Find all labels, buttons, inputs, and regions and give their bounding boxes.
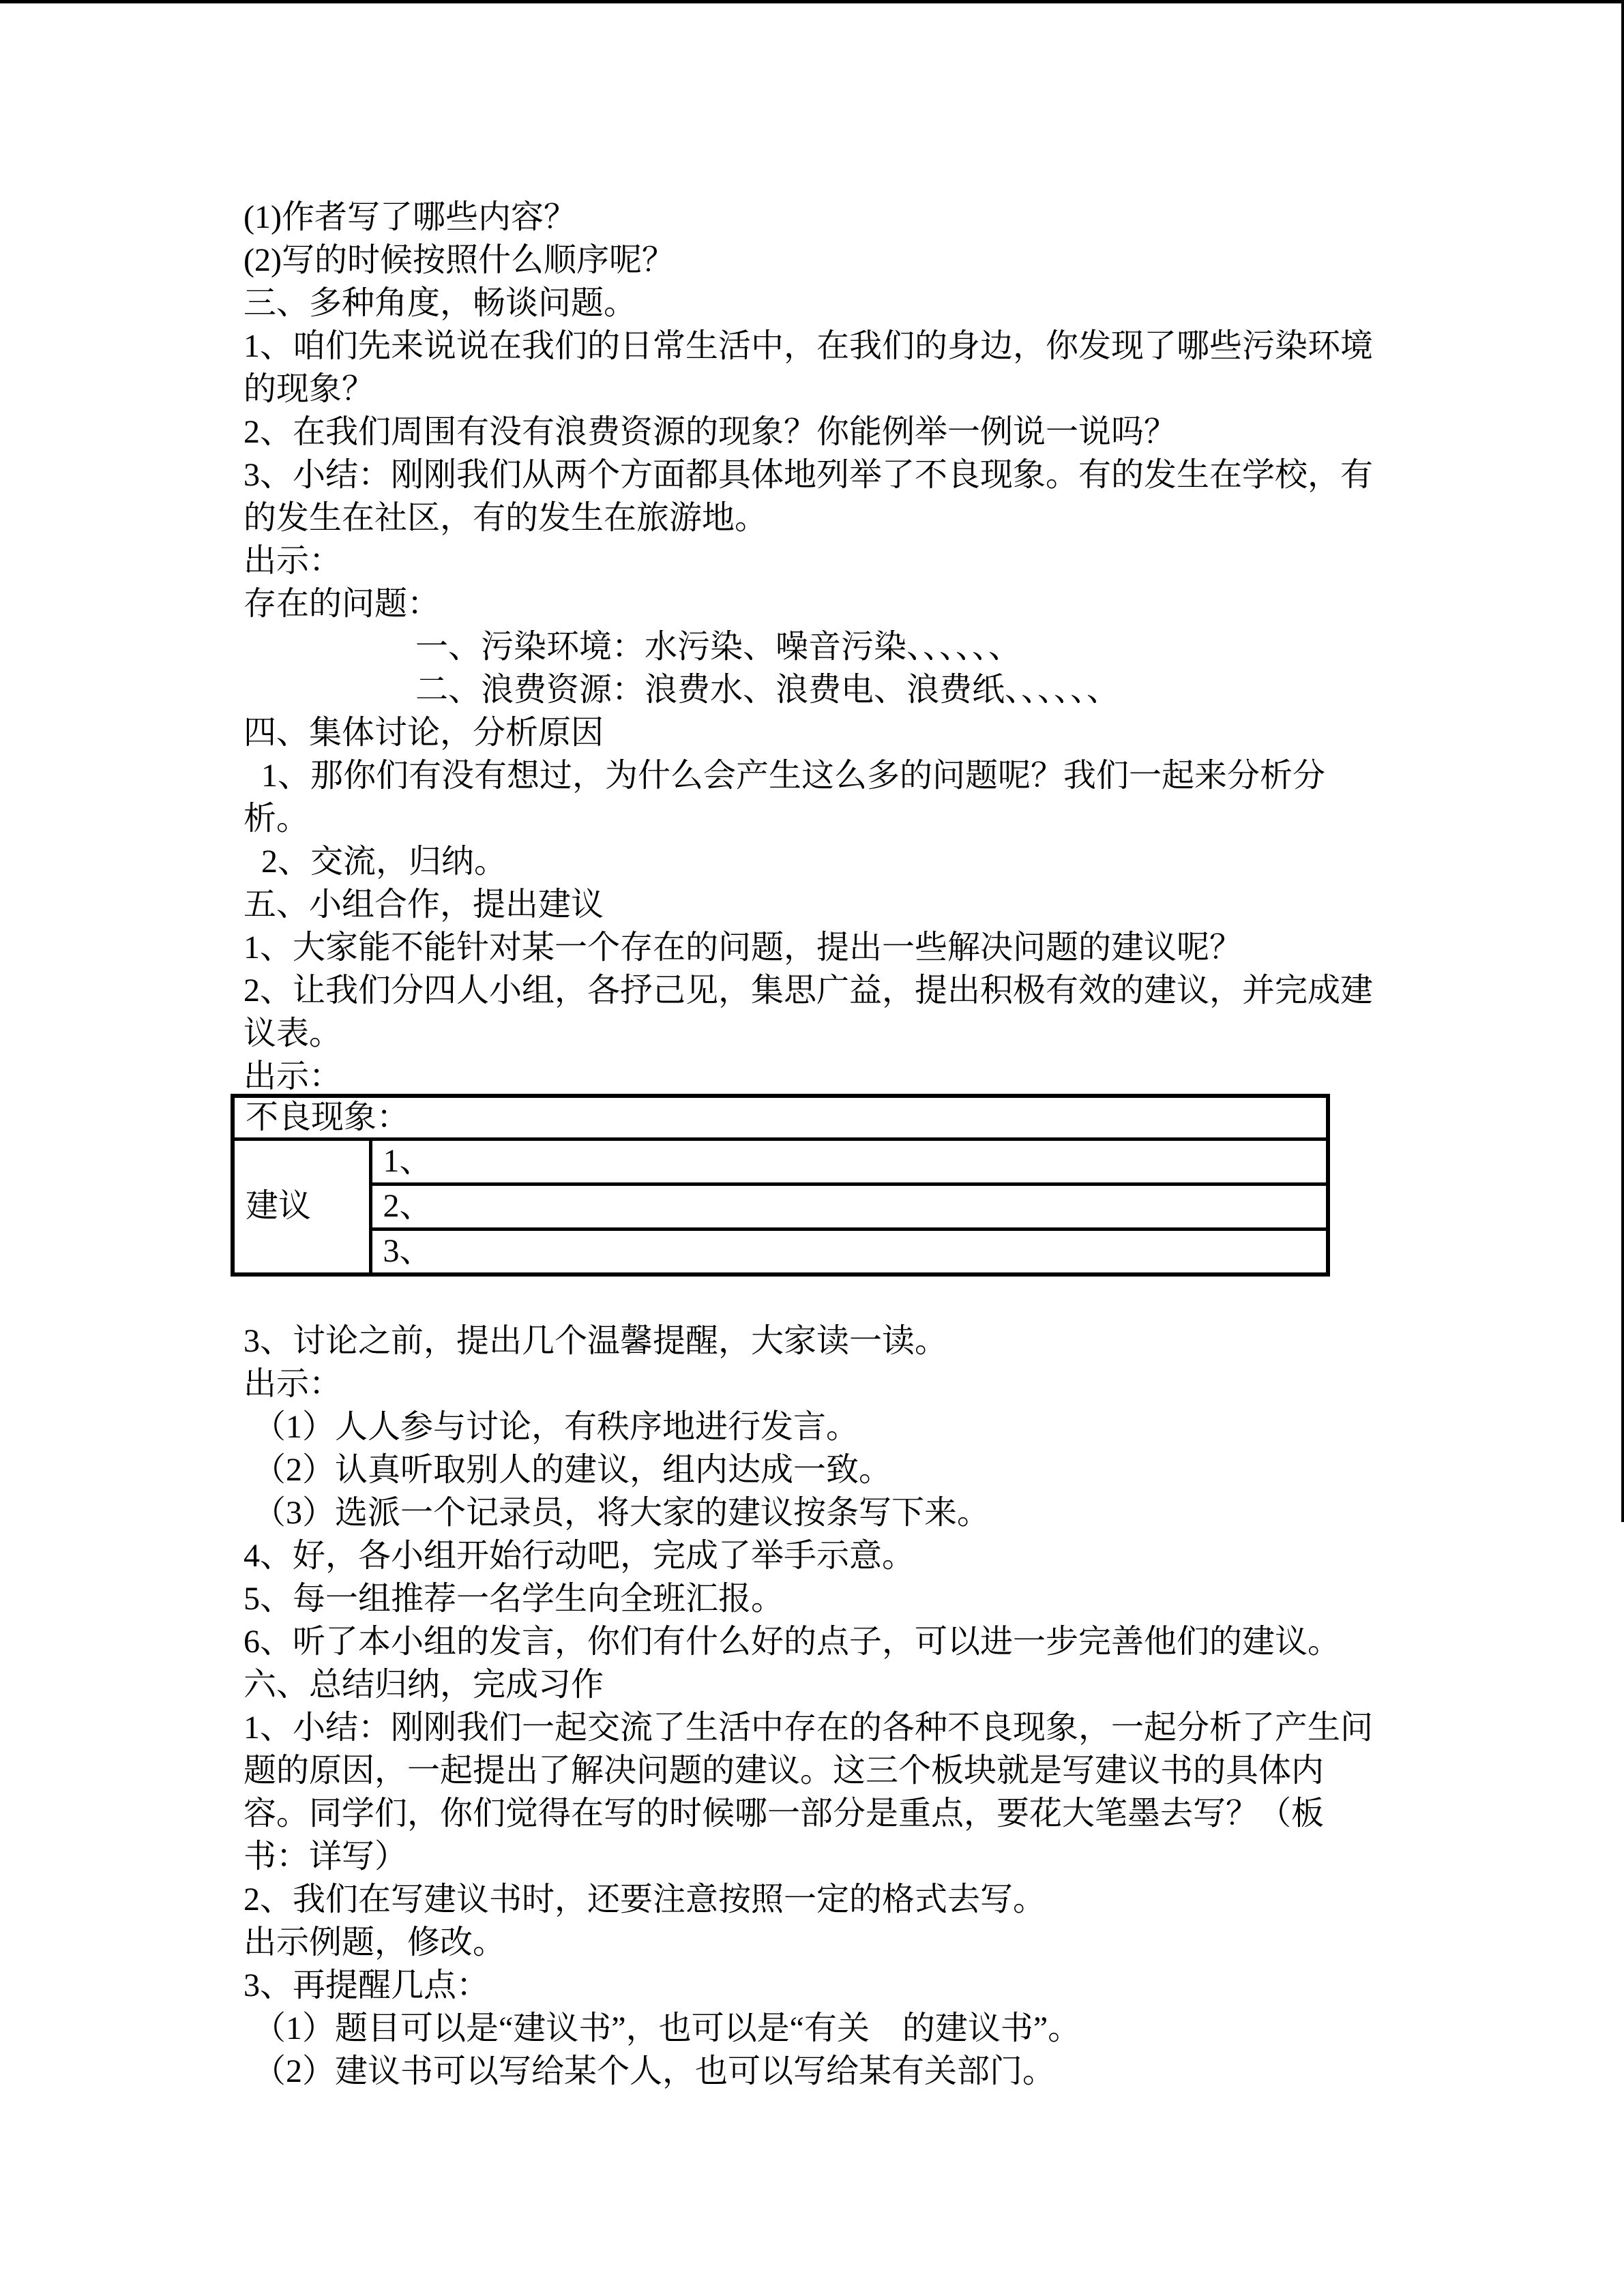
text-line: 书：详写）: [243, 1838, 408, 1875]
table-header-cell: 不良现象：: [233, 1096, 1328, 1139]
text-line: 2、交流，归纳。: [261, 844, 507, 880]
text-line: 六、总结归纳，完成习作: [243, 1667, 604, 1703]
text-line: 析。: [243, 801, 310, 837]
text-line: 1、小结：刚刚我们一起交流了生活中存在的各种不良现象，一起分析了产生问: [243, 1710, 1374, 1746]
text-line: (2)写的时候按照什么顺序呢？: [243, 242, 675, 278]
table-row: [233, 1184, 1328, 1229]
text-line: 3、小结：刚刚我们从两个方面都具体地列举了不良现象。有的发生在学校，有: [243, 457, 1374, 493]
suggestion-table: [231, 1094, 1330, 1277]
text-line: 容。同学们，你们觉得在写的时候哪一部分是重点，要花大笔墨去写？（板: [243, 1795, 1325, 1832]
scan-edge-right: [1621, 0, 1624, 1522]
text-line: （2）认真听取别人的建议，组内达成一致。: [253, 1452, 892, 1488]
text-line: 出示：: [243, 1058, 342, 1094]
text-line: 三、多种角度，畅谈问题。: [243, 285, 637, 321]
text-line: 四、集体讨论，分析原因: [243, 715, 604, 751]
text-line: （1）人人参与讨论，有秩序地进行发言。: [253, 1409, 859, 1445]
text-line: 5、每一组推荐一名学生向全班汇报。: [243, 1581, 784, 1617]
table-item-cell: 3、: [370, 1229, 1328, 1275]
table-item-cell: 2、: [370, 1184, 1328, 1229]
text-line: 题的原因，一起提出了解决问题的建议。这三个板块就是写建议书的具体内: [243, 1753, 1325, 1789]
text-line: 的现象？: [243, 371, 375, 407]
text-line: 3、讨论之前，提出几个温馨提醒，大家读一读。: [243, 1323, 948, 1359]
text-line: 2、我们在写建议书时，还要注意按照一定的格式去写。: [243, 1881, 1046, 1918]
table-row: [233, 1139, 1328, 1184]
text-line: 2、让我们分四人小组，各抒己见，集思广益，提出积极有效的建议，并完成建: [243, 972, 1374, 1009]
table-row: [233, 1229, 1328, 1275]
document-content: [243, 196, 1580, 2093]
text-line: 出示：: [243, 1366, 342, 1402]
text-line: 出示例题，修改。: [243, 1924, 506, 1960]
text-line: 1、大家能不能针对某一个存在的问题，提出一些解决问题的建议呢？: [243, 929, 1243, 966]
text-line: 一、污染环境：水污染、噪音污染、、、、、、: [415, 629, 1022, 665]
text-line: 1、咱们先来说说在我们的日常生活中，在我们的身边，你发现了哪些污染环境: [243, 328, 1374, 364]
text-line: 议表。: [243, 1015, 342, 1052]
text-line: （3）选派一个记录员，将大家的建议按条写下来。: [253, 1495, 990, 1531]
text-line: 的发生在社区，有的发生在旅游地。: [243, 500, 768, 536]
text-line: 出示：: [243, 543, 342, 579]
table-row: [233, 1096, 1328, 1139]
text-line: 6、听了本小组的发言，你们有什么好的点子，可以进一步完善他们的建议。: [243, 1624, 1341, 1660]
text-line: 4、好，各小组开始行动吧，完成了举手示意。: [243, 1538, 915, 1574]
text-line: 五、小组合作，提出建议: [243, 886, 604, 923]
text-line: （2）建议书可以写给某个人，也可以写给某有关部门。: [253, 2053, 1056, 2089]
text-line: 存在的问题：: [243, 586, 441, 622]
text-line: 2、在我们周围有没有浪费资源的现象？你能例举一例说一说吗？: [243, 414, 1177, 450]
text-line: 二、浪费资源：浪费水、浪费电、浪费纸、、、、、、: [415, 672, 1120, 708]
text-line: （1）题目可以是“建议书”，也可以是“有关 的建议书”。: [253, 2010, 1081, 2046]
table-item-cell: 1、: [370, 1139, 1328, 1184]
text-line: 1、那你们有没有想过，为什么会产生这么多的问题呢？我们一起来分析分: [261, 758, 1326, 794]
text-line: (1)作者写了哪些内容？: [243, 199, 576, 235]
text-line: 3、再提醒几点：: [243, 1967, 490, 2003]
scan-edge-top: [0, 0, 1624, 3]
table-label-cell: 建议: [233, 1139, 370, 1275]
